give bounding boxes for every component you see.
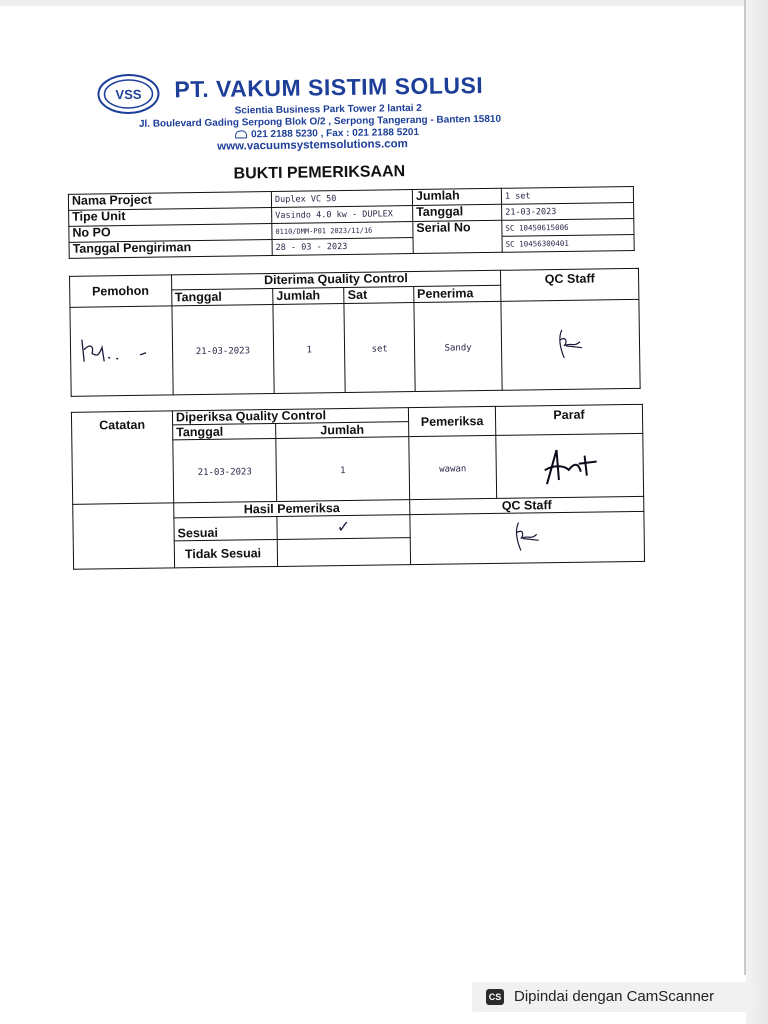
received-qc-signature-cell [501,299,640,390]
phone-text: 021 2188 5230 , Fax : 021 2188 5201 [250,126,420,141]
inspection-qc-signature-icon [502,516,553,557]
nama-project-label: Nama Project [68,192,271,211]
catatan-body [73,503,175,569]
inspection-tanggal-value: 21-03-2023 [197,467,252,479]
serial-no-value-1: SC 10450615006 [505,222,569,233]
received-penerima-value: Sandy [444,343,472,354]
nama-project-value: Duplex VC 50 [274,194,337,205]
paraf-signature-cell [496,433,644,498]
pemohon-label: Pemohon [70,275,172,307]
jumlah-label: Jumlah [412,188,501,205]
camscanner-badge [472,982,754,1012]
tanggal-label: Tanggal [413,204,502,221]
received-jumlah-label: Jumlah [273,287,345,304]
tanggal-value: 21-03-2023 [505,207,557,218]
pemeriksa-value: wawan [439,464,467,475]
serial-no-label: Serial No [413,220,502,253]
logo-text: VSS [115,86,142,103]
jumlah-value: 1 set [504,191,531,202]
info-table [68,186,635,259]
sesuai-label: Sesuai [174,516,277,540]
camscanner-icon: CS [486,989,504,1005]
sesuai-check-icon: ✓ [277,515,410,540]
address-line-2: Jl. Boulevard Gading Serpong Blok O/2 , Serpong Tangerang - Banten 15810 [138,113,502,130]
inspection-jumlah-value: 1 [339,465,346,477]
document-page [56,52,654,620]
received-qc-table [69,268,641,397]
pemohon-signature-cell [70,306,173,396]
received-jumlah-value: 1 [306,345,313,356]
received-sat-label: Sat [344,286,414,303]
received-penerima-label: Penerima [413,285,501,302]
scan-side-shadow [746,0,768,1024]
paraf-signature-icon [534,441,605,488]
phone-icon [235,131,247,139]
received-qc-staff-label: QC Staff [501,268,639,301]
tidak-sesuai-cell [277,538,410,567]
tipe-unit-label: Tipe Unit [69,208,272,227]
inspection-qc-signature-cell [410,511,645,564]
website: www.vacuumsystemsolutions.com [217,138,408,153]
document-title: BUKTI PEMERIKSAAN [233,163,406,183]
inspection-table [71,404,645,570]
inspection-group-label: Diperiksa Quality Control [172,408,408,425]
received-sat-value: set [371,344,388,355]
inspection-qc-staff-label: QC Staff [410,496,644,514]
scan-page-edge [744,0,746,975]
pemeriksa-label: Pemeriksa [408,406,495,436]
no-po-label: No PO [69,224,272,243]
received-tanggal-value: 21-03-2023 [195,346,251,358]
qc-staff-signature-icon [545,323,596,364]
received-tanggal-label: Tanggal [171,288,273,305]
scan-top-edge [0,0,768,6]
hasil-pemeriksa-label: Hasil Pemeriksa [174,500,410,518]
catatan-label: Catatan [71,411,173,504]
no-po-value: 0110/DMM-P01 2023/11/16 [275,226,373,236]
tanggal-pengiriman-label: Tanggal Pengiriman [69,240,272,259]
tidak-sesuai-label: Tidak Sesuai [174,539,277,567]
vss-logo-icon [96,73,161,116]
serial-no-value-2: SC 10456300401 [505,238,569,249]
address-line-1: Scientia Business Park Tower 2 lantai 2 [234,102,422,117]
tipe-unit-value: Vasindo 4.0 kw - DUPLEX [275,209,393,221]
paraf-label: Paraf [495,404,642,435]
inspection-tanggal-label: Tanggal [173,423,276,439]
tanggal-pengiriman-value: 28 - 03 - 2023 [275,241,348,253]
inspection-jumlah-label: Jumlah [276,422,409,439]
received-group-label: Diterima Quality Control [171,270,501,290]
pemohon-signature-icon [74,331,155,372]
company-name: PT. VAKUM SISTIM SOLUSI [174,72,484,103]
camscanner-text: Dipindai dengan CamScanner [514,988,715,1005]
